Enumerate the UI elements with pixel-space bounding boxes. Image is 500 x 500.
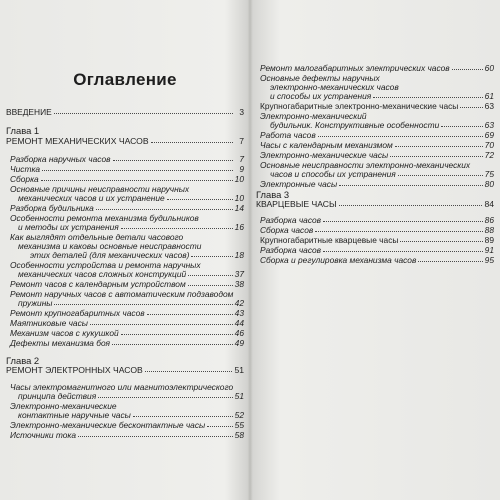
toc-page-number: 10 <box>234 174 244 184</box>
leader-dots <box>191 255 232 257</box>
toc-entry <box>260 216 494 225</box>
toc-entry-intro <box>6 108 244 117</box>
toc-entry-text: Особенности ремонта механизма будильников <box>10 213 199 223</box>
toc-page-number: 7 <box>239 154 244 164</box>
toc-entry-text: Особенности устройства и ремонта наручных <box>10 260 201 270</box>
toc-page-number: 51 <box>234 365 244 375</box>
toc-entry <box>260 64 494 73</box>
toc-entry <box>18 411 244 420</box>
leader-dots <box>323 250 483 252</box>
toc-entry-text: Часы электромагнитного или магнитоэлектрического <box>10 382 234 392</box>
toc-entry-text: механических часов сложных конструкций <box>18 269 187 279</box>
toc-entry <box>260 236 494 245</box>
toc-entry-text: Источники тока <box>10 430 77 440</box>
toc-page-number: 89 <box>484 235 494 245</box>
toc-page-number: 63 <box>484 101 494 111</box>
toc-entry-text: Часы с календарным механизмом <box>260 140 393 150</box>
toc-page-number: 80 <box>484 179 494 189</box>
toc-page-number: 75 <box>484 169 494 179</box>
toc-page-number: 63 <box>484 120 494 130</box>
chapter-name: РЕМОНТ ЭЛЕКТРОННЫХ ЧАСОВ <box>6 365 143 375</box>
toc-entry-text: Основные неисправности электронно-механических <box>260 160 471 170</box>
toc-page-number: 72 <box>484 150 494 160</box>
leader-dots <box>339 184 483 186</box>
leader-dots <box>78 435 233 437</box>
leader-dots <box>373 96 482 98</box>
toc-entry <box>260 131 494 140</box>
toc-entry <box>18 392 244 401</box>
leader-dots <box>398 174 483 176</box>
toc-page-number: 84 <box>484 199 494 209</box>
toc-page-number: 10 <box>234 193 244 203</box>
toc-entry <box>270 170 494 179</box>
leader-dots <box>96 208 233 210</box>
right-page <box>252 0 500 500</box>
toc-entry-text: Электронно-механический <box>260 111 367 121</box>
chapter-label: Глава 3 <box>256 189 290 200</box>
toc-entry-text: Электронно-механические <box>10 401 117 411</box>
toc-entry-text: Сборка часов <box>260 225 314 235</box>
toc-entry-text: часов и способы их устранения <box>270 169 396 179</box>
toc-page-number: 3 <box>239 107 244 117</box>
toc-entry-text: электронно-механических часов <box>270 82 399 92</box>
toc-page-number: 42 <box>234 298 244 308</box>
toc-entry-text: Разборка часов <box>260 215 322 225</box>
toc-page-number: 91 <box>484 245 494 255</box>
toc-entry <box>18 299 244 308</box>
leader-dots <box>90 323 233 325</box>
toc-page-number: 61 <box>484 91 494 101</box>
toc-entry-text: Сборка и регулировка механизма часов <box>260 255 417 265</box>
chapter-heading <box>6 137 244 146</box>
toc-page-number: 49 <box>234 338 244 348</box>
leader-dots <box>121 333 233 335</box>
leader-dots <box>390 155 482 157</box>
toc-entry <box>10 309 244 318</box>
toc-entry <box>10 165 244 174</box>
toc-entry <box>10 421 244 430</box>
toc-entry-text: Дефекты механизма боя <box>10 338 110 348</box>
toc-entry-text: Ремонт наручных часов с автоматическим подзаводом <box>10 289 234 299</box>
leader-dots <box>54 303 232 305</box>
leader-dots <box>133 415 233 417</box>
toc-entry <box>260 141 494 150</box>
toc-entry-text: механизма и каковы основные неисправности <box>18 241 202 251</box>
leader-dots <box>400 240 482 242</box>
toc-entry <box>260 256 494 265</box>
toc-page-number: 60 <box>484 63 494 73</box>
toc-entry-text: Основные причины неисправности наручных <box>10 184 190 194</box>
toc-entry-text: и способы их устранения <box>270 91 372 101</box>
leader-dots <box>460 106 482 108</box>
toc-entry <box>30 251 244 260</box>
toc-entry-text: принципа действия <box>18 391 97 401</box>
toc-page-number: 46 <box>234 328 244 338</box>
contents-title: Оглавление <box>73 70 177 89</box>
toc-page-number: 9 <box>239 164 244 174</box>
toc-entry-text: ВВЕДЕНИЕ <box>6 107 52 117</box>
toc-entry-text: Ремонт малогабаритных электрических часов <box>260 63 450 73</box>
leader-dots <box>452 68 483 70</box>
toc-page-number: 43 <box>234 308 244 318</box>
toc-entry-text: механических часов и их устранение <box>18 193 165 203</box>
toc-entry <box>10 280 244 289</box>
chapter-label: Глава 2 <box>6 355 40 366</box>
toc-entry-text: Разборка часов <box>260 245 322 255</box>
chapter-heading <box>6 366 244 375</box>
toc-entry <box>260 151 494 160</box>
toc-page-number: 52 <box>234 410 244 420</box>
toc-entry <box>10 339 244 348</box>
leader-dots <box>147 313 233 315</box>
toc-entry <box>260 226 494 235</box>
toc-page-number: 58 <box>234 430 244 440</box>
toc-entry-text: Разборка будильника <box>10 203 94 213</box>
toc-entry <box>270 121 494 130</box>
toc-page-number: 38 <box>234 279 244 289</box>
toc-entry <box>10 431 244 440</box>
leader-dots <box>151 141 233 143</box>
leader-dots <box>98 396 232 398</box>
leader-dots <box>323 220 483 222</box>
toc-entry <box>270 92 494 101</box>
leader-dots <box>395 145 483 147</box>
toc-entry-text: Ремонт часов с календарным устройством <box>10 279 186 289</box>
leader-dots <box>113 159 234 161</box>
leader-dots <box>318 135 483 137</box>
leader-dots <box>418 260 482 262</box>
toc-entry-text: Маятниковые часы <box>10 318 88 328</box>
leader-dots <box>112 343 233 345</box>
toc-entry-text: Чистка <box>10 164 41 174</box>
toc-entry-text: контактные наручные часы <box>18 410 131 420</box>
leader-dots <box>188 274 233 276</box>
toc-entry <box>10 155 244 164</box>
toc-page-number: 18 <box>234 250 244 260</box>
toc-entry <box>10 175 244 184</box>
chapter-name: РЕМОНТ МЕХАНИЧЕСКИХ ЧАСОВ <box>6 136 149 146</box>
toc-page-number: 55 <box>234 420 244 430</box>
chapter-label: Глава 1 <box>6 125 40 136</box>
toc-entry-text: Электронно-механические бесконтактные часы <box>10 420 206 430</box>
toc-entry-text: Сборка <box>10 174 39 184</box>
toc-entry <box>18 223 244 232</box>
toc-page-number: 16 <box>234 222 244 232</box>
leader-dots <box>145 370 233 372</box>
leader-dots <box>339 204 483 206</box>
toc-entry <box>260 102 494 111</box>
leader-dots <box>42 169 233 171</box>
toc-entry <box>10 319 244 328</box>
toc-entry <box>10 204 244 213</box>
toc-page-number: 69 <box>484 130 494 140</box>
toc-entry-text: Электронные часы <box>260 179 338 189</box>
toc-entry-text: пружины <box>18 298 53 308</box>
leader-dots <box>441 125 482 127</box>
chapter-name: КВАРЦЕВЫЕ ЧАСЫ <box>256 199 337 209</box>
toc-entry <box>18 270 244 279</box>
toc-page-number: 88 <box>484 225 494 235</box>
toc-entry-text: Электронно-механические часы <box>260 150 389 160</box>
toc-page-number: 14 <box>234 203 244 213</box>
toc-entry-text: и методы их устранения <box>18 222 119 232</box>
toc-page-number: 7 <box>239 136 244 146</box>
toc-entry-text: Крупногабаритные кварцевые часы <box>260 235 399 245</box>
toc-entry <box>10 329 244 338</box>
toc-entry-text: Работа часов <box>260 130 316 140</box>
toc-entry <box>260 246 494 255</box>
chapter-heading <box>256 200 494 209</box>
toc-page-number: 70 <box>484 140 494 150</box>
toc-entry-text: Основные дефекты наручных <box>260 73 380 83</box>
leader-dots <box>315 230 482 232</box>
toc-entry <box>18 194 244 203</box>
toc-entry-text: этих деталей (для механических часов) <box>30 250 190 260</box>
toc-page-number: 44 <box>234 318 244 328</box>
toc-entry-text: Механизм часов с кукушкой <box>10 328 119 338</box>
toc-entry-text: Ремонт крупногабаритных часов <box>10 308 145 318</box>
toc-entry-text: Крупногабаритные электронно-механические часы <box>260 101 459 111</box>
leader-dots <box>54 112 233 114</box>
toc-entry-text: будильник. Конструктивные особенности <box>270 120 440 130</box>
toc-entry-text: Как выглядят отдельные детали часового <box>10 232 184 242</box>
toc-page-number: 86 <box>484 215 494 225</box>
leader-dots <box>188 284 233 286</box>
leader-dots <box>167 198 233 200</box>
toc-entry-text: Разборка наручных часов <box>10 154 111 164</box>
leader-dots <box>41 179 233 181</box>
toc-page-number: 37 <box>234 269 244 279</box>
leader-dots <box>207 425 232 427</box>
toc-entry <box>260 180 494 189</box>
leader-dots <box>121 227 233 229</box>
toc-page-number: 51 <box>234 391 244 401</box>
toc-page-number: 95 <box>484 255 494 265</box>
